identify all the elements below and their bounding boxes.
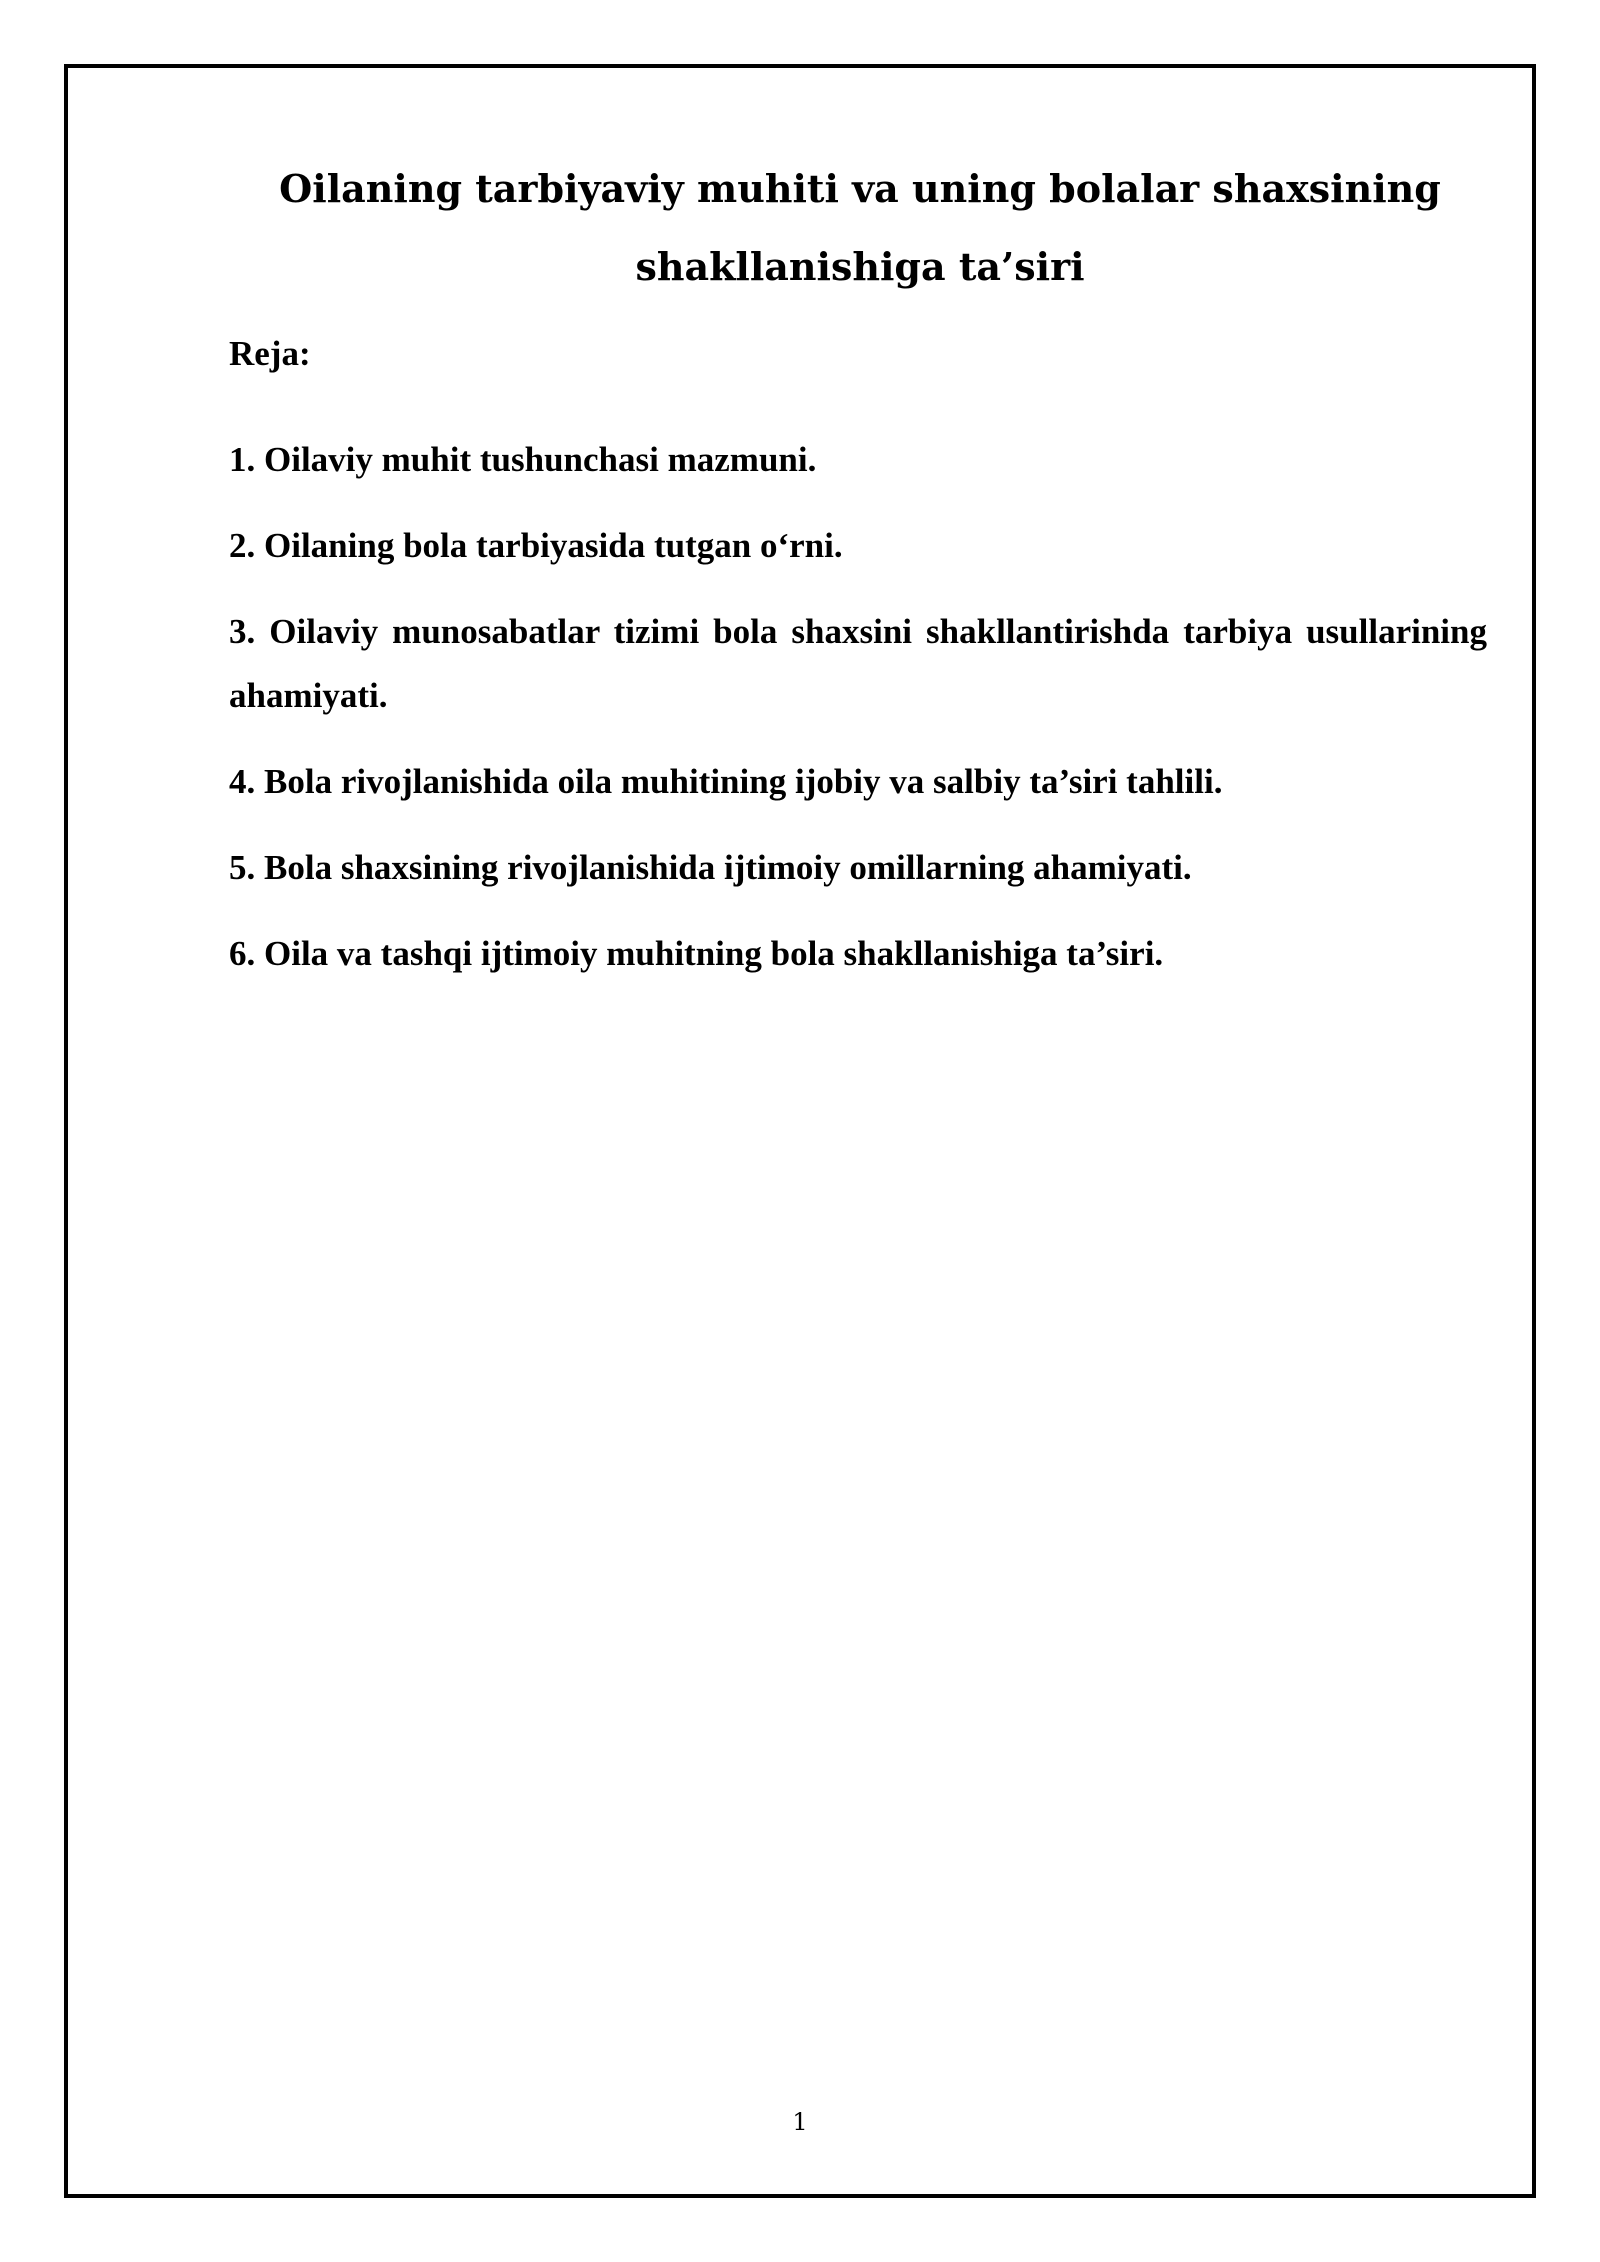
plan-heading: Reja: — [229, 334, 311, 373]
plan-item-5: 5. Bola shaxsining rivojlanishida ijtimoiy omillarning ahamiyati. — [229, 848, 1192, 887]
plan-item-2: 2. Oilaning bola tarbiyasida tutgan o‘rni. — [229, 526, 843, 565]
document-title — [200, 150, 1520, 306]
plan-item-3: 3. Oilaviy munosabatlar tizimi bola shaxsini shakllantirishda tarbiya usullarining ahamiyati. — [229, 612, 1487, 715]
plan-item-4: 4. Bola rivojlanishida oila muhitining ijobiy va salbiy ta’siri tahlili. — [229, 762, 1223, 801]
plan-item-1: 1. Oilaviy muhit tushunchasi mazmuni. — [229, 440, 817, 479]
document-title-line-2: shakllanishiga ta’siri — [635, 244, 1085, 289]
plan-item-6: 6. Oila va tashqi ijtimoiy muhitning bola shakllanishiga ta’siri. — [229, 934, 1164, 973]
plan-section — [229, 322, 1487, 1008]
document-title-line-1: Oilaning tarbiyaviy muhiti va uning bolalar shaxsining — [279, 166, 1441, 211]
page-number: 1 — [792, 2108, 808, 2136]
plan-list — [229, 428, 1487, 986]
